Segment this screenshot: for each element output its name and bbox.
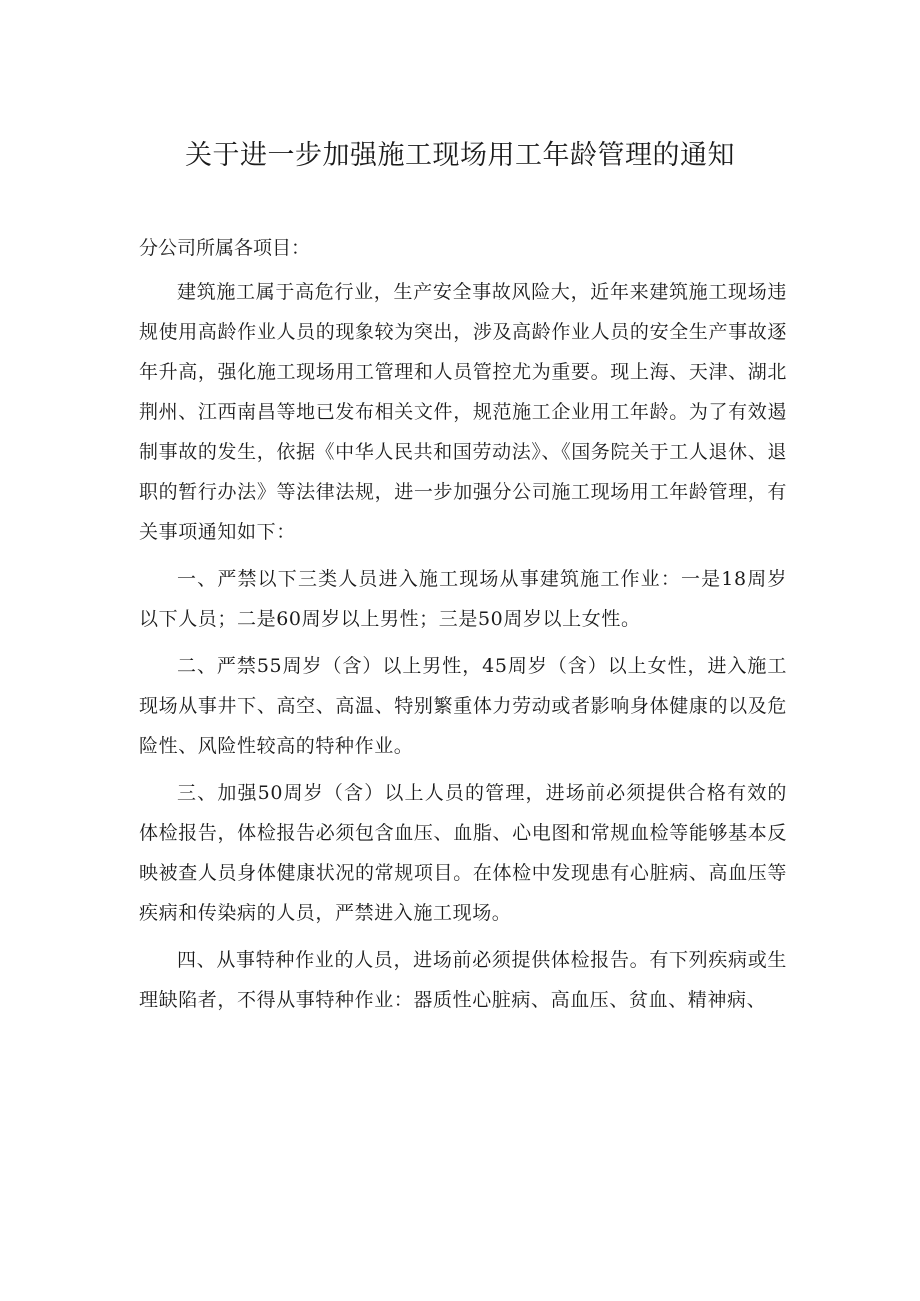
- document-title: 关于进一步加强施工现场用工年龄管理的通知: [185, 140, 735, 171]
- salutation: 分公司所属各项目：: [139, 237, 311, 259]
- document-body: [139, 272, 787, 1027]
- paragraph-intro: 建筑施工属于高危行业，生产安全事故风险大，近年来建筑施工现场违规使用高龄作业人员的现象较为突出，涉及高龄作业人员的安全生产事故逐年升高，强化施工现场用工管理和人员管控尤为重要。现上海、天津、湖北荆州、江西南昌等地已发布相关文件，规范施工企业用工年龄。为了有效遏制事故的发生，依据《中华人民共和国劳动法》、《国务院关于工人退休、退职的暂行办法》等法律法规，进一步加强分公司施工现场用工年龄管理，有关事项通知如下：: [139, 281, 787, 543]
- paragraph-item-2: 二、严禁55周岁（含）以上男性，45周岁（含）以上女性，进入施工现场从事井下、高空、高温、特别繁重体力劳动或者影响身体健康的以及危险性、风险性较高的特种作业。: [139, 655, 787, 757]
- paragraph-item-3: 三、加强50周岁（含）以上人员的管理，进场前必须提供合格有效的体检报告，体检报告必须包含血压、血脂、心电图和常规血检等能够基本反映被查人员身体健康状况的常规项目。在体检中发现患有心脏病、高血压等疾病和传染病的人员，严禁进入施工现场。: [139, 782, 787, 924]
- paragraph-item-1: 一、严禁以下三类人员进入施工现场从事建筑施工作业：一是18周岁以下人员；二是60周岁以上男性；三是50周岁以上女性。: [139, 568, 787, 630]
- paragraph-item-4: 四、从事特种作业的人员，进场前必须提供体检报告。有下列疾病或生理缺陷者，不得从事特种作业：器质性心脏病、高血压、贫血、精神病、: [139, 949, 787, 1011]
